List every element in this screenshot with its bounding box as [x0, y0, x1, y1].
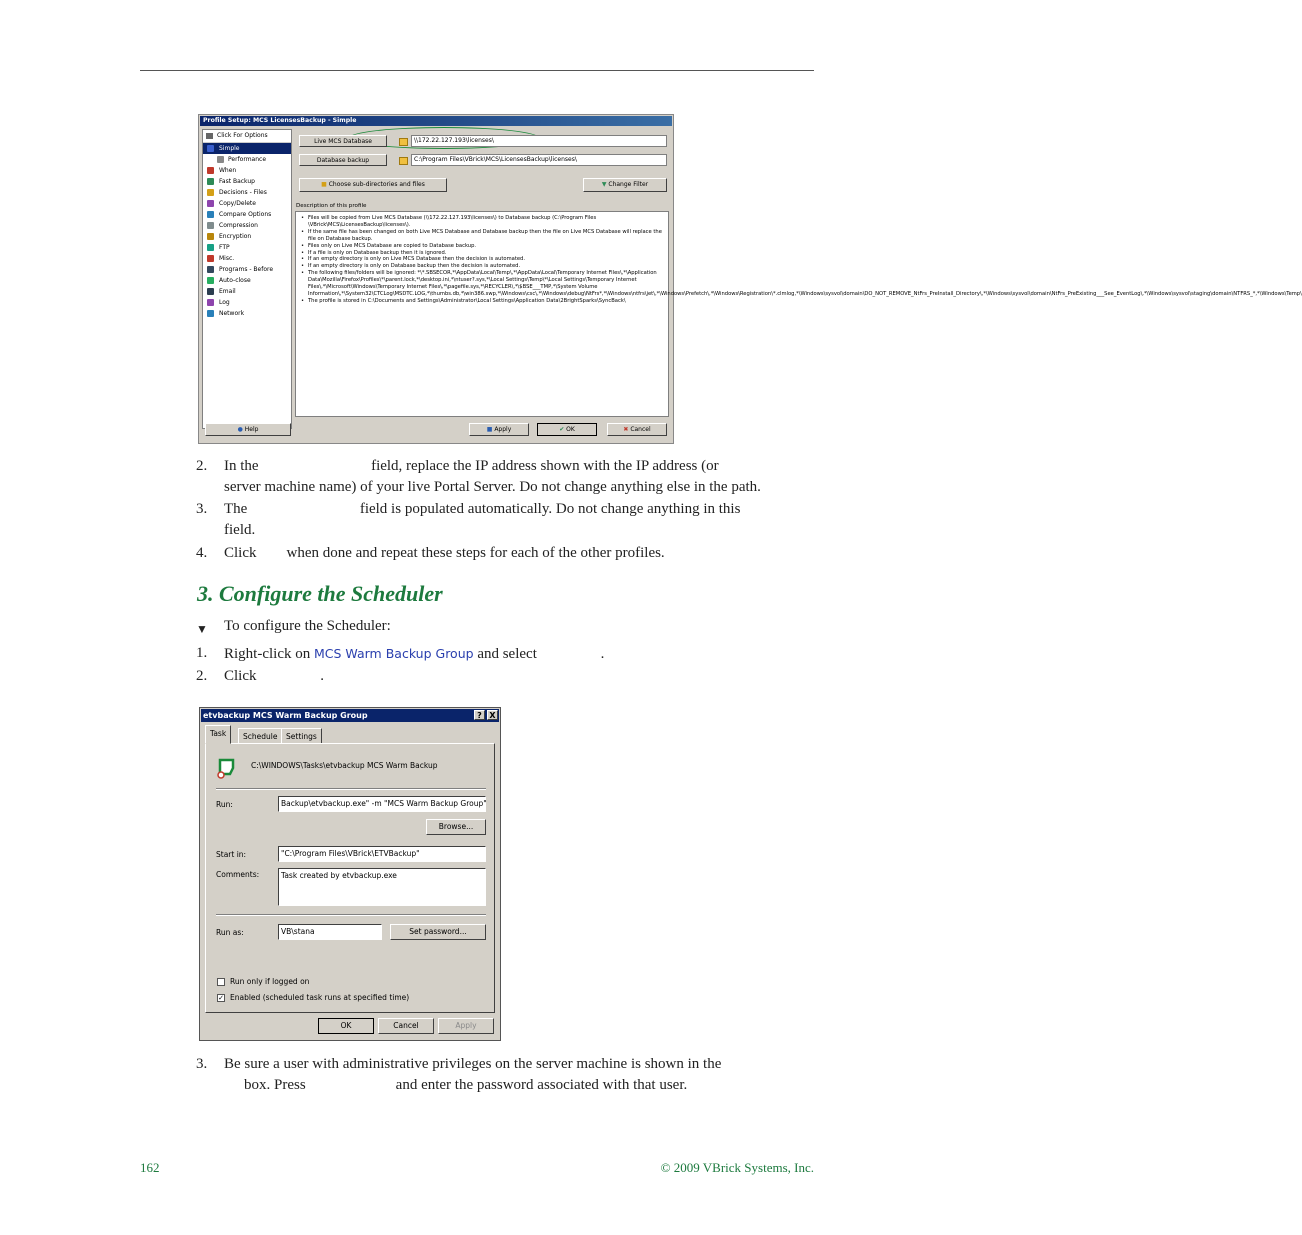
- nav-list: [203, 143, 291, 319]
- nav-item-icon: [207, 189, 214, 196]
- nav-item-icon: [207, 233, 214, 240]
- description-item: • If an empty directory is only on Live MCS Database then the decision is automated.: [300, 256, 664, 263]
- nav-item[interactable]: [203, 286, 291, 297]
- save-icon: ■: [486, 426, 493, 433]
- run-as-input[interactable]: VB\stana: [278, 924, 382, 940]
- description-label: Description of this profile: [296, 203, 367, 209]
- step-text: Click when done and repeat these steps for each of the other profiles.: [224, 545, 665, 561]
- profile-description: [295, 211, 1302, 417]
- nav-item-label: Email: [219, 288, 236, 295]
- nav-item-icon: [207, 266, 214, 273]
- nav-item-icon: [207, 222, 214, 229]
- nav-item[interactable]: [203, 264, 291, 275]
- nav-item-label: When: [219, 167, 237, 174]
- nav-item[interactable]: [203, 242, 291, 253]
- description-item: • The profile is stored in C:\Documents and Settings\Administrator\Local Settings\Application Data\2BrightSparks\SyncBack\: [300, 298, 664, 305]
- nav-item[interactable]: [203, 165, 291, 176]
- step-number: 1.: [196, 645, 208, 661]
- checkbox-label: Enabled (scheduled task runs at specified time): [230, 993, 410, 1002]
- comments-label: Comments:: [216, 870, 260, 879]
- nav-item[interactable]: [203, 198, 291, 209]
- task-icon: [216, 756, 238, 780]
- step-number: 3.: [196, 1056, 208, 1072]
- page-number: 162: [140, 1160, 160, 1175]
- change-filter-button[interactable]: ▼ Change Filter: [583, 178, 667, 192]
- set-password-button[interactable]: Set password...: [390, 924, 486, 940]
- nav-item-icon: [207, 277, 214, 284]
- ok-button[interactable]: ✔ OK: [537, 423, 597, 436]
- browse-button[interactable]: Browse...: [426, 819, 486, 835]
- click-for-options[interactable]: Click For Options: [203, 130, 291, 143]
- backup-path-field[interactable]: C:\Program Files\VBrick\MCS\LicensesBackup\licenses\: [411, 154, 667, 166]
- nav-item[interactable]: [203, 231, 291, 242]
- description-item: • If an empty directory is only on Database backup then the decision is automated.: [300, 263, 664, 270]
- description-item: • Files only on Live MCS Database are copied to Database backup.: [300, 243, 664, 250]
- enabled-checkbox[interactable]: ✓: [218, 994, 224, 1002]
- header-rule: [140, 70, 814, 71]
- live-path-field[interactable]: \\172.22.127.193\licenses\: [411, 135, 667, 147]
- nav-item[interactable]: [203, 187, 291, 198]
- window-title: etvbackup MCS Warm Backup Group: [201, 709, 499, 722]
- nav-item-label: Fast Backup: [219, 178, 255, 185]
- help-icon: ●: [237, 426, 243, 433]
- nav-item-icon: [207, 244, 214, 251]
- step-number: 4.: [196, 545, 208, 561]
- help-icon[interactable]: ?: [474, 710, 485, 720]
- description-list: [300, 215, 1302, 305]
- description-item: • If a file is only on Database backup then it is ignored.: [300, 250, 664, 257]
- tab-task[interactable]: Task: [205, 725, 231, 744]
- cancel-icon: ✖: [623, 426, 629, 433]
- nav-item[interactable]: [203, 154, 291, 165]
- window-title: Profile Setup: MCS LicensesBackup - Simple: [200, 116, 672, 126]
- run-as-label: Run as:: [216, 928, 244, 937]
- description-item: • If the same file has been changed on both Live MCS Database and Database backup then the file on Live MCS Database will replace the file on Database backup.: [300, 229, 664, 243]
- nav-item-icon: [207, 145, 214, 152]
- nav-item-icon: [207, 211, 214, 218]
- folder-icon[interactable]: [399, 138, 408, 146]
- step-text: box. Press and enter the password associated with that user.: [244, 1077, 688, 1093]
- step-text: In the field, replace the IP address shown with the IP address (or: [224, 458, 719, 474]
- nav-item-label: Decisions - Files: [219, 189, 267, 196]
- step-text: server machine name) of your live Portal Server. Do not change anything else in the path.: [224, 479, 761, 495]
- ok-button[interactable]: OK: [318, 1018, 374, 1034]
- nav-item[interactable]: [203, 275, 291, 286]
- filter-icon: ▼: [601, 181, 607, 188]
- procedure-intro: To configure the Scheduler:: [224, 618, 391, 634]
- apply-button[interactable]: Apply: [438, 1018, 494, 1034]
- tab-settings[interactable]: Settings: [281, 728, 322, 744]
- nav-item-icon: [207, 167, 214, 174]
- nav-item-label: Performance: [228, 156, 267, 163]
- nav-item[interactable]: [203, 176, 291, 187]
- procedure-triangle-icon: ▼: [196, 622, 208, 636]
- start-in-label: Start in:: [216, 850, 247, 859]
- nav-item-icon: [207, 200, 214, 207]
- run-only-logged-on-checkbox[interactable]: [217, 978, 225, 986]
- help-button[interactable]: ● Help: [205, 423, 291, 436]
- divider: [216, 788, 486, 790]
- start-in-input[interactable]: "C:\Program Files\VBrick\ETVBackup": [278, 846, 486, 862]
- nav-item-label: Copy/Delete: [219, 200, 256, 207]
- task-path: C:\WINDOWS\Tasks\etvbackup MCS Warm Backup: [251, 761, 438, 770]
- step-number: 3.: [196, 501, 208, 517]
- close-icon[interactable]: X: [487, 710, 498, 720]
- nav-item-label: FTP: [219, 244, 230, 251]
- apply-button[interactable]: ■ Apply: [469, 423, 529, 436]
- run-label: Run:: [216, 800, 233, 809]
- comments-input[interactable]: Task created by etvbackup.exe: [278, 868, 486, 906]
- step-text: field.: [224, 522, 256, 538]
- nav-item-label: Compression: [219, 222, 258, 229]
- cancel-button[interactable]: ✖ Cancel: [607, 423, 667, 436]
- step-text: Be sure a user with administrative privileges on the server machine is shown in the: [224, 1056, 722, 1072]
- task-properties-screenshot: [199, 707, 501, 1041]
- nav-item[interactable]: [203, 209, 291, 220]
- run-input[interactable]: Backup\etvbackup.exe" -m "MCS Warm Backup Group": [278, 796, 486, 812]
- profile-setup-screenshot: [198, 114, 1302, 444]
- nav-item-icon: [207, 299, 214, 306]
- nav-item-label: Misc.: [219, 255, 235, 262]
- nav-item[interactable]: [203, 308, 291, 319]
- options-icon: [206, 133, 213, 139]
- step-text: Click .: [224, 668, 324, 684]
- nav-item-icon: [207, 310, 214, 317]
- nav-item[interactable]: [203, 220, 291, 231]
- nav-item-label: Simple: [219, 145, 240, 152]
- nav-item-icon: [207, 288, 214, 295]
- folder-icon[interactable]: [399, 157, 408, 165]
- tab-schedule[interactable]: Schedule: [238, 728, 282, 744]
- divider: [216, 914, 486, 916]
- description-item: • The following files/folders will be ignored: *\*.SBSECOR,*\AppData\Local\Temp\,*\AppData\Local\Temporary Internet Files\,*\Application Data\Mozilla\Firefox\Profiles\*\parent.lock,*\desktop.ini,*\ntuser?.sys,*\Local Settings\Temp\*\Local Settings\Temporary Internet Files\,*\Microsoft\Windows\Temporary Internet Files\,*\pagefile.sys,*\RECYCLER\,*\$BSE___TMP,*\System Volume Information\,*\System32\CTCLog\MSDTC.LOG,*\thumbs.db,*\win386.swp,*\Windows\csc\,*\Windows\debug\NtFrs*,*\Windows\ntfrs\jet\,*\Windows\Prefetch\,*\Windows\Registration\*.clmlog,*\Windows\sysvol\domain\DO_NOT_REMOVE_NtFrs_PreInstall_Directory\,*\Windows\sysvol\domain\NtFrs_PreExisting___See_EventLog\,*\Windows\sysvol\staging\domain\NTFRS_*,*\Windows\Temp\: [300, 270, 664, 298]
- step-number: 2.: [196, 458, 208, 474]
- step-text: Right-click on MCS Warm Backup Group and select .: [224, 646, 605, 662]
- nav-item-label: Auto-close: [219, 277, 251, 284]
- nav-item-label: Compare Options: [219, 211, 272, 218]
- step-number: 2.: [196, 668, 208, 684]
- nav-item[interactable]: [203, 143, 291, 154]
- nav-item-label: Log: [219, 299, 230, 306]
- folder-icon: ■: [321, 181, 327, 188]
- nav-item-label: Programs - Before: [219, 266, 274, 273]
- nav-item-label: Network: [219, 310, 245, 317]
- live-mcs-database-button[interactable]: Live MCS Database: [299, 135, 387, 147]
- copyright: © 2009 VBrick Systems, Inc.: [660, 1160, 814, 1175]
- cancel-button[interactable]: Cancel: [378, 1018, 434, 1034]
- nav-item-label: Encryption: [219, 233, 252, 240]
- nav-item[interactable]: [203, 253, 291, 264]
- task-panel: [205, 743, 495, 1013]
- description-item: • Files will be copied from Live MCS Database (\\172.22.127.193\licenses\) to Database backup (C:\Program Files \VBrick\MCS\LicensesBackup\licenses\).: [300, 215, 664, 229]
- nav-item-icon: [207, 178, 214, 185]
- nav-item[interactable]: [203, 297, 291, 308]
- options-tree: [202, 129, 292, 429]
- choose-subdirectories-button[interactable]: ■ Choose sub-directories and files: [299, 178, 447, 192]
- database-backup-button[interactable]: Database backup: [299, 154, 387, 166]
- checkbox-label: Run only if logged on: [230, 977, 310, 986]
- nav-item-icon: [207, 255, 214, 262]
- section-heading: 3. Configure the Scheduler: [197, 581, 443, 606]
- nav-item-icon: [217, 156, 224, 163]
- check-icon: ✔: [559, 426, 565, 433]
- group-name: MCS Warm Backup Group: [314, 646, 474, 661]
- step-text: The field is populated automatically. Do not change anything in this: [224, 501, 741, 517]
